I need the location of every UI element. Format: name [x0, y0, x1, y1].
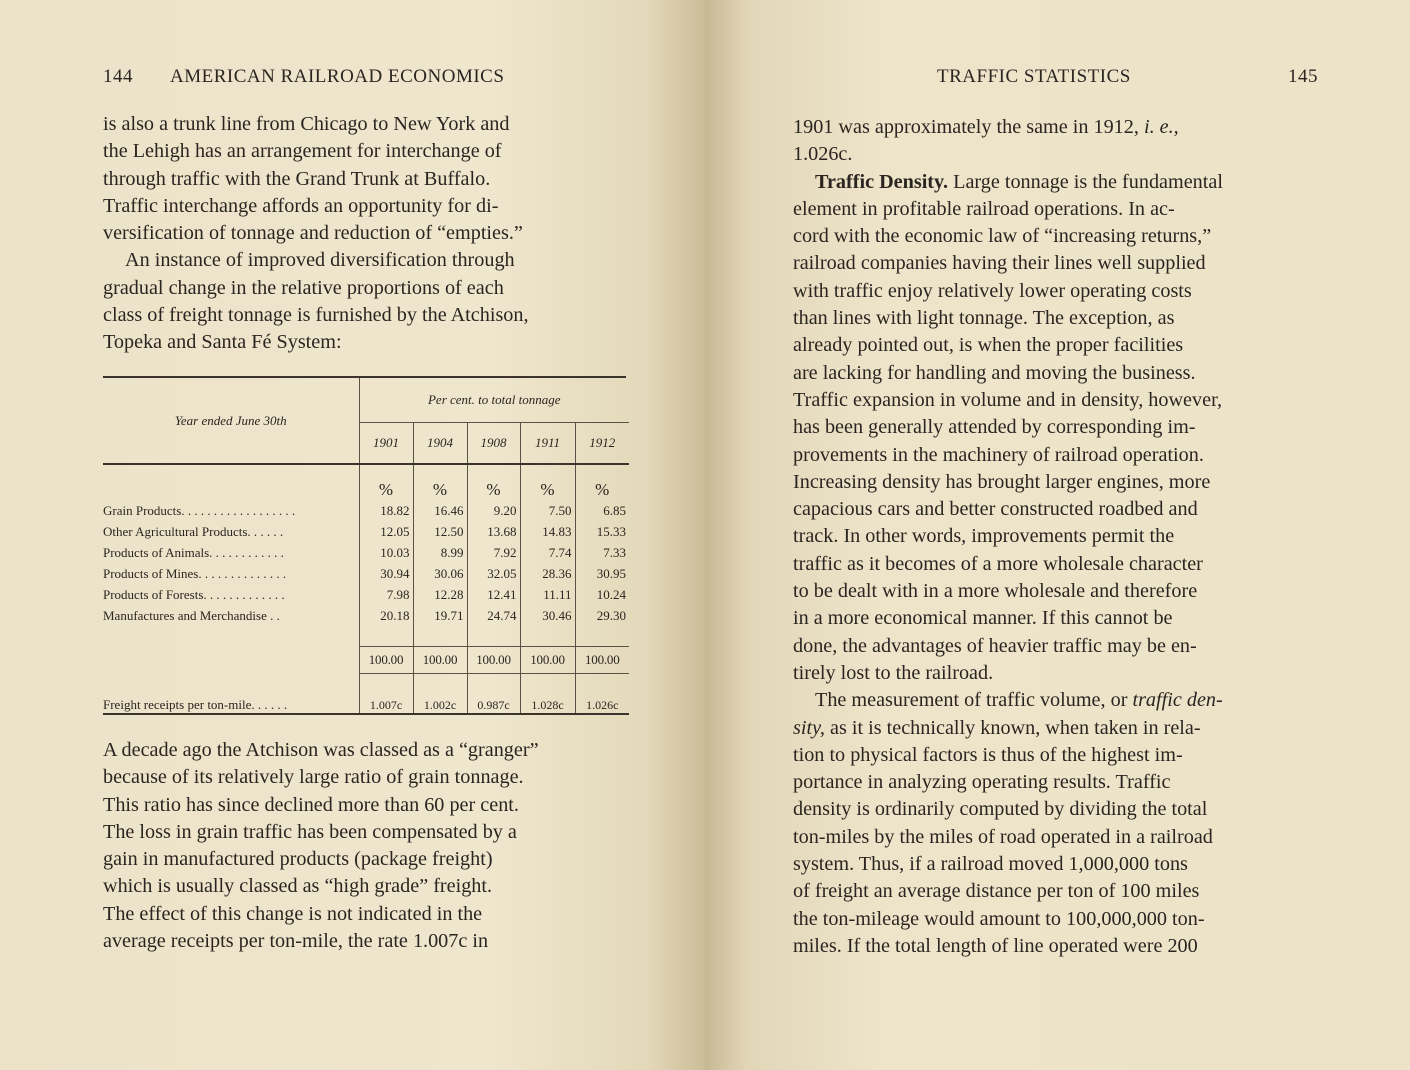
cell-value: 7.92	[467, 542, 520, 563]
cell-value: 7.74	[520, 542, 575, 563]
text-line: An instance of improved diversification through	[125, 249, 515, 272]
cell-value: 15.33	[575, 521, 629, 542]
text-line: element in profitable railroad operations. In ac-	[793, 197, 1175, 220]
text-line: 1.026c.	[793, 143, 853, 166]
total-value: 100.00	[413, 646, 467, 673]
text-line: portance in analyzing operating results. Traffic	[793, 771, 1171, 794]
percent-sign: %	[467, 464, 520, 500]
text-line: through traffic with the Grand Trunk at Buffalo.	[103, 167, 491, 190]
text-line: is also a trunk line from Chicago to New York and	[103, 113, 510, 135]
text-line: traffic as it becomes of a more wholesale character	[793, 552, 1203, 575]
text-line: because of its relatively large ratio of grain tonnage.	[103, 766, 524, 789]
text-line: to be dealt with in a more wholesale and therefore	[793, 580, 1198, 603]
freight-value: 0.987c	[467, 695, 520, 715]
freight-value: 1.007c	[359, 695, 413, 715]
text-line: tirely lost to the railroad.	[793, 661, 994, 684]
text-line: has been generally attended by corresponding im-	[793, 416, 1196, 439]
text-line: This ratio has since declined more than 60 per cent.	[103, 793, 519, 816]
percent-group-header: Per cent. to total tonnage	[359, 378, 629, 422]
text-line: system. Thus, if a railroad moved 1,000,000 tons	[793, 853, 1188, 876]
table-row	[103, 563, 629, 584]
text-line: Traffic interchange affords an opportunity for di-	[103, 194, 499, 217]
freight-value: 1.028c	[520, 695, 575, 715]
text-line: average receipts per ton-mile, the rate 1.007c in	[103, 930, 489, 953]
text-line	[793, 169, 1320, 196]
text-line: A decade ago the Atchison was classed as a “granger”	[103, 739, 539, 761]
text-line: in a more economical manner. If this cannot be	[793, 607, 1173, 630]
cell-value: 10.03	[359, 542, 413, 563]
text-line	[793, 114, 1320, 141]
year-column-header: Year ended June 30th	[103, 378, 359, 464]
percent-sign: %	[575, 464, 629, 500]
year-header: 1912	[575, 422, 629, 464]
tonnage-table	[103, 378, 629, 715]
total-value: 100.00	[575, 646, 629, 673]
text-line: density is ordinarily computed by dividing the total	[793, 798, 1208, 821]
total-value: 100.00	[520, 646, 575, 673]
cell-value: 16.46	[413, 500, 467, 521]
text-line: cord with the economic law of “increasing returns,”	[793, 225, 1212, 248]
row-label: Manufactures and Merchandise . .	[103, 607, 280, 623]
text-line: The effect of this change is not indicated in the	[103, 902, 483, 925]
freight-value: 1.002c	[413, 695, 467, 715]
right-text	[793, 114, 1320, 960]
row-label: Products of Animals. . . . . . . . . . . .	[103, 544, 284, 560]
cell-value: 32.05	[467, 563, 520, 584]
cell-value: 18.82	[359, 500, 413, 521]
table-row	[103, 500, 629, 521]
text-fragment: The measurement of traffic volume, or	[815, 689, 1128, 712]
text-fragment: Large tonnage is the fundamental	[953, 170, 1223, 193]
cell-value: 24.74	[467, 605, 520, 626]
table-row	[103, 521, 629, 542]
cell-value: 29.30	[575, 605, 629, 626]
text-fragment: sity,	[793, 716, 825, 739]
text-line: of freight an average distance per ton of 100 miles	[793, 880, 1200, 903]
cell-value: 30.06	[413, 563, 467, 584]
row-label: Grain Products. . . . . . . . . . . . . . . . . .	[103, 502, 296, 518]
text-line: than lines with light tonnage. The exception, as	[793, 307, 1175, 330]
right-page	[705, 0, 1410, 1070]
text-line: Increasing density has brought larger engines, more	[793, 470, 1211, 493]
text-line: track. In other words, improvements permit the	[793, 525, 1175, 548]
cell-value: 30.94	[359, 563, 413, 584]
cell-value: 19.71	[413, 605, 467, 626]
text-line: already pointed out, is when the proper facilities	[793, 334, 1184, 357]
cell-value: 12.05	[359, 521, 413, 542]
section-heading: Traffic Density.	[815, 170, 949, 193]
right-running-head: TRAFFIC STATISTICS	[937, 66, 1131, 87]
year-header: 1911	[520, 422, 575, 464]
text-line: are lacking for handling and moving the business.	[793, 361, 1196, 384]
cell-value: 20.18	[359, 605, 413, 626]
table-bottom-rule	[103, 713, 629, 715]
percent-sign: %	[520, 464, 575, 500]
row-label: Other Agricultural Products. . . . . .	[103, 523, 284, 539]
text-line	[793, 687, 1320, 714]
freight-value: 1.026c	[575, 695, 629, 715]
cell-value: 11.11	[520, 584, 575, 605]
text-line: provements in the machinery of railroad operation.	[793, 443, 1204, 466]
unit-row	[103, 464, 629, 500]
text-line: ton-miles by the miles of road operated in a railroad	[793, 825, 1213, 848]
left-page-number: 144	[103, 66, 133, 87]
text-line: tion to physical factors is thus of the highest im-	[793, 743, 1183, 766]
freight-receipts-row	[103, 695, 629, 715]
cell-value: 8.99	[413, 542, 467, 563]
text-fragment: as it is technically known, when taken in rela-	[830, 716, 1201, 739]
text-line: Traffic expansion in volume and in density, however,	[793, 388, 1223, 411]
row-label: Products of Forests. . . . . . . . . . . . .	[103, 586, 285, 602]
text-line: capacious cars and better constructed roadbed and	[793, 498, 1198, 521]
cell-value: 14.83	[520, 521, 575, 542]
year-header: 1904	[413, 422, 467, 464]
cell-value: 12.28	[413, 584, 467, 605]
cell-value: 7.98	[359, 584, 413, 605]
total-value: 100.00	[359, 646, 413, 673]
left-bottom-paragraph	[103, 737, 630, 955]
year-header: 1908	[467, 422, 520, 464]
text-line: which is usually classed as “high grade” freight.	[103, 875, 493, 898]
text-line: class of freight tonnage is furnished by the Atchison,	[103, 304, 529, 327]
cell-value: 9.20	[467, 500, 520, 521]
freight-label: Freight receipts per ton-mile. . . . . .	[103, 697, 288, 712]
cell-value: 30.46	[520, 605, 575, 626]
text-line: the ton-mileage would amount to 100,000,000 ton-	[793, 907, 1205, 930]
text-line: Topeka and Santa Fé System:	[103, 331, 342, 354]
percent-sign: %	[413, 464, 467, 500]
text-line: gradual change in the relative proportions of each	[103, 276, 504, 299]
text-line: done, the advantages of heavier traffic may be en-	[793, 634, 1197, 657]
cell-value: 28.36	[520, 563, 575, 584]
table-row	[103, 542, 629, 563]
cell-value: 7.33	[575, 542, 629, 563]
year-header: 1901	[359, 422, 413, 464]
text-fragment: i. e.,	[1143, 116, 1179, 138]
text-line: railroad companies having their lines well supplied	[793, 252, 1206, 275]
cell-value: 13.68	[467, 521, 520, 542]
text-line: gain in manufactured products (package freight)	[103, 848, 493, 871]
totals-row	[103, 646, 629, 673]
text-fragment: 1901 was approximately the same in 1912,	[793, 116, 1139, 138]
table-row	[103, 605, 629, 626]
text-line: miles. If the total length of line operated were 200	[793, 934, 1198, 957]
cell-value: 10.24	[575, 584, 629, 605]
text-line	[793, 715, 1320, 742]
cell-value: 12.41	[467, 584, 520, 605]
text-line: the Lehigh has an arrangement for interchange of	[103, 140, 502, 163]
left-top-paragraphs	[103, 111, 627, 357]
left-running-head: AMERICAN RAILROAD ECONOMICS	[170, 66, 505, 87]
text-fragment: traffic den-	[1132, 689, 1223, 712]
text-line: The loss in grain traffic has been compensated by a	[103, 820, 517, 843]
row-label: Products of Mines. . . . . . . . . . . . . .	[103, 565, 287, 581]
total-value: 100.00	[467, 646, 520, 673]
cell-value: 12.50	[413, 521, 467, 542]
percent-sign: %	[359, 464, 413, 500]
text-line: with traffic enjoy relatively lower operating costs	[793, 279, 1192, 302]
table-row	[103, 584, 629, 605]
right-page-number: 145	[1288, 66, 1318, 87]
text-line: versification of tonnage and reduction of “empties.”	[103, 222, 523, 245]
cell-value: 30.95	[575, 563, 629, 584]
cell-value: 7.50	[520, 500, 575, 521]
cell-value: 6.85	[575, 500, 629, 521]
